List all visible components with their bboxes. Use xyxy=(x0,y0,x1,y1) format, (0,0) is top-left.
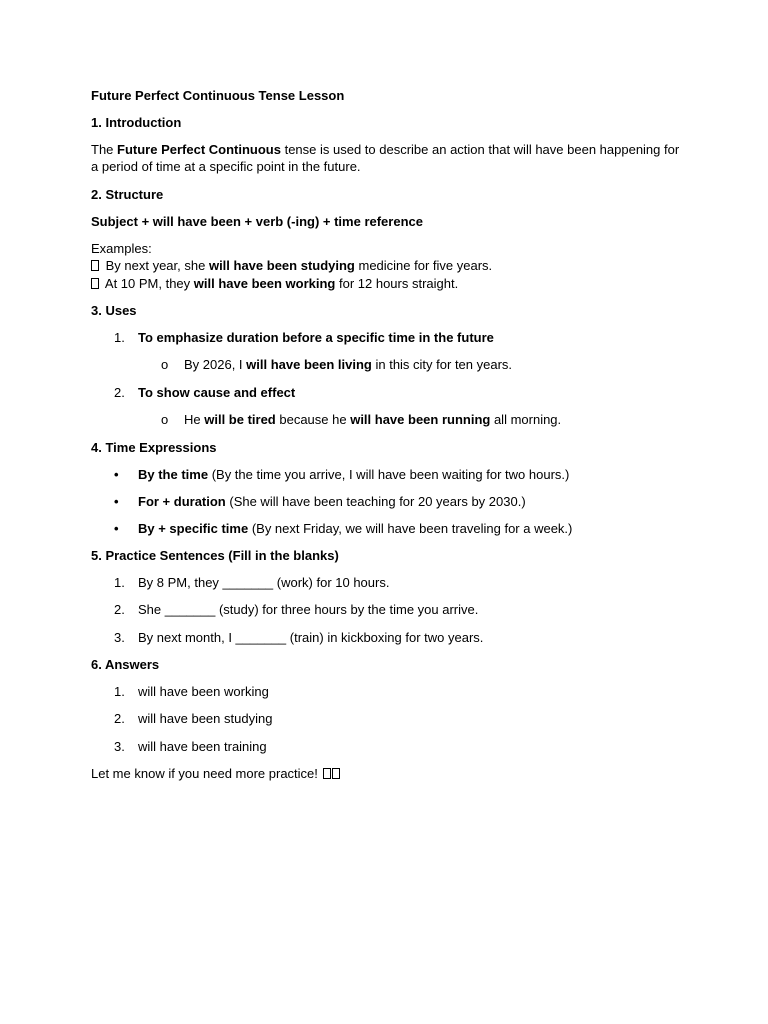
section-heading-time-expressions: 4. Time Expressions xyxy=(91,440,217,455)
examples-label: Examples: xyxy=(91,241,152,256)
sub-bullet-icon: o xyxy=(161,357,169,372)
example-item: By next year, she will have been studying medicine for five years. xyxy=(91,257,492,274)
answer-item: will have been studying xyxy=(138,711,273,726)
practice-sentence: By 8 PM, they _______ (work) for 10 hours. xyxy=(138,575,390,590)
list-number: 3. xyxy=(114,630,125,645)
section-heading-uses: 3. Uses xyxy=(91,303,137,318)
list-number: 1. xyxy=(114,330,125,345)
section-heading-introduction: 1. Introduction xyxy=(91,115,182,130)
missing-glyph-icon xyxy=(332,768,340,779)
answer-item: will have been training xyxy=(138,739,267,754)
section-heading-practice: 5. Practice Sentences (Fill in the blanks) xyxy=(91,548,339,563)
bullet-icon: • xyxy=(114,494,119,509)
use-item-example: By 2026, I will have been living in this city for ten years. xyxy=(184,357,513,372)
section-heading-answers: 6. Answers xyxy=(91,657,160,672)
answer-item: will have been working xyxy=(138,684,269,699)
closing-line: Let me know if you need more practice! xyxy=(91,765,340,782)
missing-glyph-icon xyxy=(91,260,99,271)
list-number: 1. xyxy=(114,575,125,590)
document-title: Future Perfect Continuous Tense Lesson xyxy=(91,88,345,103)
bullet-icon: • xyxy=(114,467,119,482)
section-heading-structure: 2. Structure xyxy=(91,187,164,202)
list-number: 2. xyxy=(114,711,125,726)
bullet-icon: • xyxy=(114,521,119,536)
missing-glyph-icon xyxy=(91,278,99,289)
time-expression-item: By the time (By the time you arrive, I will have been waiting for two hours.) xyxy=(138,467,570,482)
use-item-label: To emphasize duration before a specific time in the future xyxy=(138,330,494,345)
structure-formula: Subject + will have been + verb (-ing) + time reference xyxy=(91,214,423,229)
use-item-example: He will be tired because he will have been running all morning. xyxy=(184,412,562,427)
time-expression-item: For + duration (She will have been teaching for 20 years by 2030.) xyxy=(138,494,526,509)
list-number: 1. xyxy=(114,684,125,699)
time-expression-item: By + specific time (By next Friday, we will have been traveling for a week.) xyxy=(138,521,573,536)
sub-bullet-icon: o xyxy=(161,412,169,427)
practice-sentence: By next month, I _______ (train) in kickboxing for two years. xyxy=(138,630,484,645)
missing-glyph-icon xyxy=(323,768,331,779)
list-number: 3. xyxy=(114,739,125,754)
practice-sentence: She _______ (study) for three hours by the time you arrive. xyxy=(138,602,479,617)
intro-paragraph-line-1: The Future Perfect Continuous tense is used to describe an action that will have been happening for xyxy=(91,142,680,157)
list-number: 2. xyxy=(114,602,125,617)
intro-paragraph-line-2: a period of time at a specific point in the future. xyxy=(91,159,361,174)
example-item: At 10 PM, they will have been working for 12 hours straight. xyxy=(91,275,458,292)
list-number: 2. xyxy=(114,385,125,400)
use-item-label: To show cause and effect xyxy=(138,385,296,400)
